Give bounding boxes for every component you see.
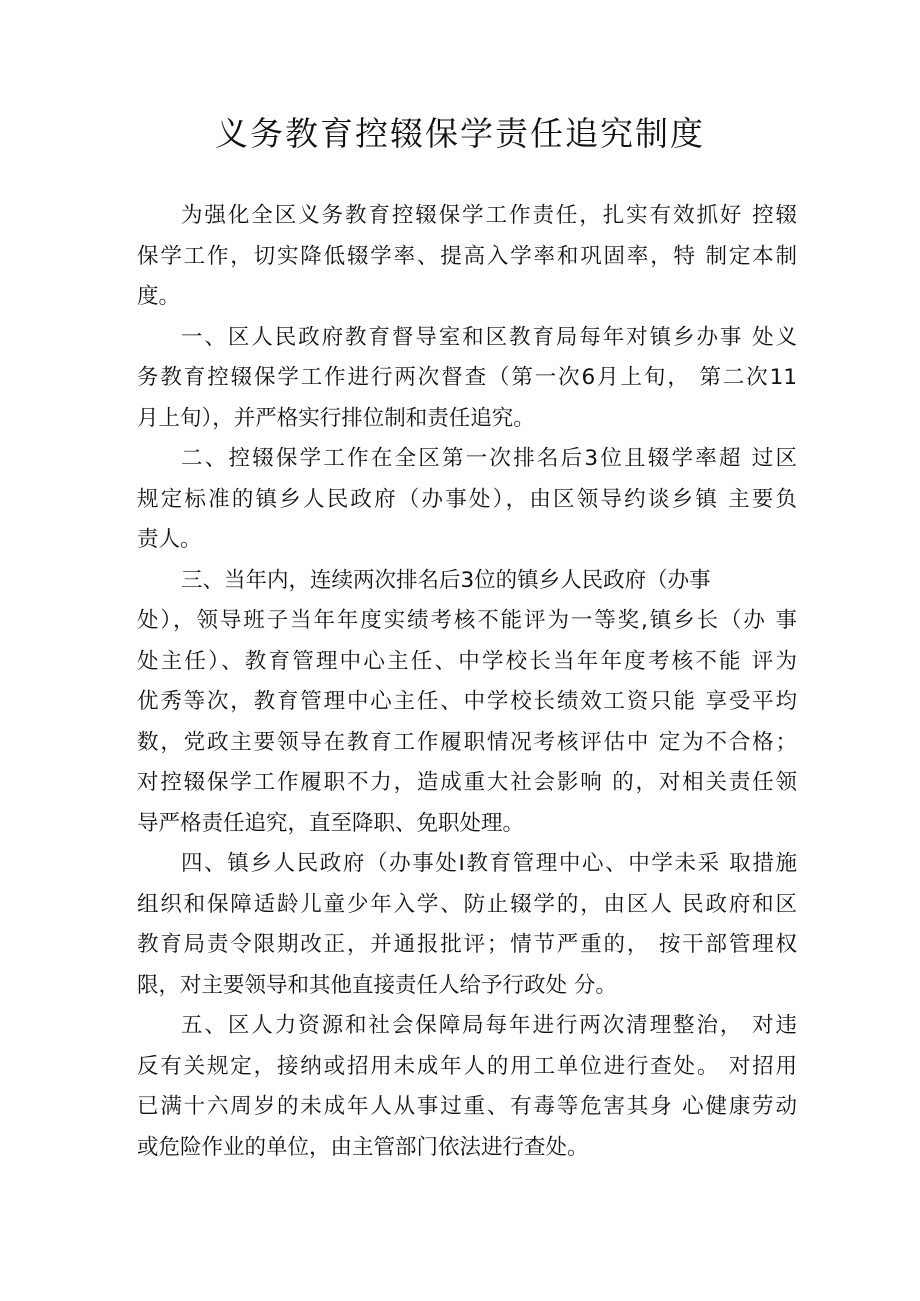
paragraph-line: 组织和保障适龄儿童少年入学、防止辍学的，由区人 民政府和区: [137, 891, 797, 917]
document-title: 义务教育控辍保学责任追究制度: [215, 114, 705, 153]
paragraph-line: 处），领导班子当年年度实绩考核不能评为一等奖,镇乡长（办 事: [137, 608, 797, 633]
paragraph-line: 一、区人民政府教育督导室和区教育局每年对镇乡办事 处义: [181, 324, 797, 350]
paragraph-line: 五、区人力资源和社会保障局每年进行两次清理整治， 对违: [181, 1013, 797, 1038]
paragraph-clause-4: [137, 844, 797, 1006]
paragraph-line: 三、当年内，连续两次排名后3位的镇乡人民政府（办事: [181, 567, 711, 593]
paragraph-line: 规定标准的镇乡人民政府（办事处），由区领导约谈乡镇 主要负: [137, 486, 797, 512]
paragraph-line: 月上旬），并严格实行排位制和责任追究。: [137, 405, 535, 431]
paragraph-line: 限，对主要领导和其他直接责任人给予行政处 分。: [137, 972, 617, 998]
paragraph-clause-5: [137, 1006, 797, 1168]
paragraph-line: 导严格责任追究，直至降职、免职处理。: [137, 810, 525, 836]
paragraph-line: 教育局责令限期改正，并通报批评；情节严重的， 按干部管理权: [137, 932, 797, 957]
paragraph-line: 处主任）、教育管理中心主任、中学校长当年年度考核不能 评为: [137, 648, 797, 674]
paragraph-line: 四、镇乡人民政府（办事处Ⅰ教育管理中心、中学未采 取措施: [181, 851, 797, 876]
paragraph-intro: [137, 196, 797, 318]
paragraph-clause-3: [137, 561, 797, 845]
paragraph-line: 责人。: [137, 527, 202, 552]
paragraph-line: 二、控辍保学工作在全区第一次排名后3位且辍学率超 过区: [181, 446, 797, 471]
paragraph-line: 对控辍保学工作履职不力，造成重大社会影响 的，对相关责任领: [137, 770, 797, 795]
paragraph-line: 反有关规定，接纳或招用未成年人的用工单位进行查处。 对招用: [137, 1053, 797, 1079]
paragraph-line: 优秀等次，教育管理中心主任、中学校长绩效工资只能 享受平均: [137, 689, 797, 714]
paragraph-line: 保学工作，切实降低辍学率、提高入学率和巩固率，特 制定本制: [137, 243, 797, 269]
paragraph-line: 为强化全区义务教育控辍保学工作责任，扎实有效抓好 控辍: [181, 203, 797, 228]
paragraph-line: 度。: [137, 284, 181, 309]
paragraph-clause-1: [137, 318, 797, 440]
paragraph-line: 已满十六周岁的未成年人从事过重、有毒等危害其身 心健康劳动: [137, 1094, 797, 1119]
paragraph-clause-2: [137, 439, 797, 561]
paragraph-line: 务教育控辍保学工作进行两次督查（第一次6月上旬， 第二次11: [137, 365, 797, 390]
paragraph-line: 数，党政主要领导在教育工作履职情况考核评估中 定为不合格；: [137, 729, 797, 755]
paragraph-line: 或危险作业的单位，由主管部门依法进行查处。: [137, 1134, 589, 1160]
document-body: [137, 196, 797, 1168]
